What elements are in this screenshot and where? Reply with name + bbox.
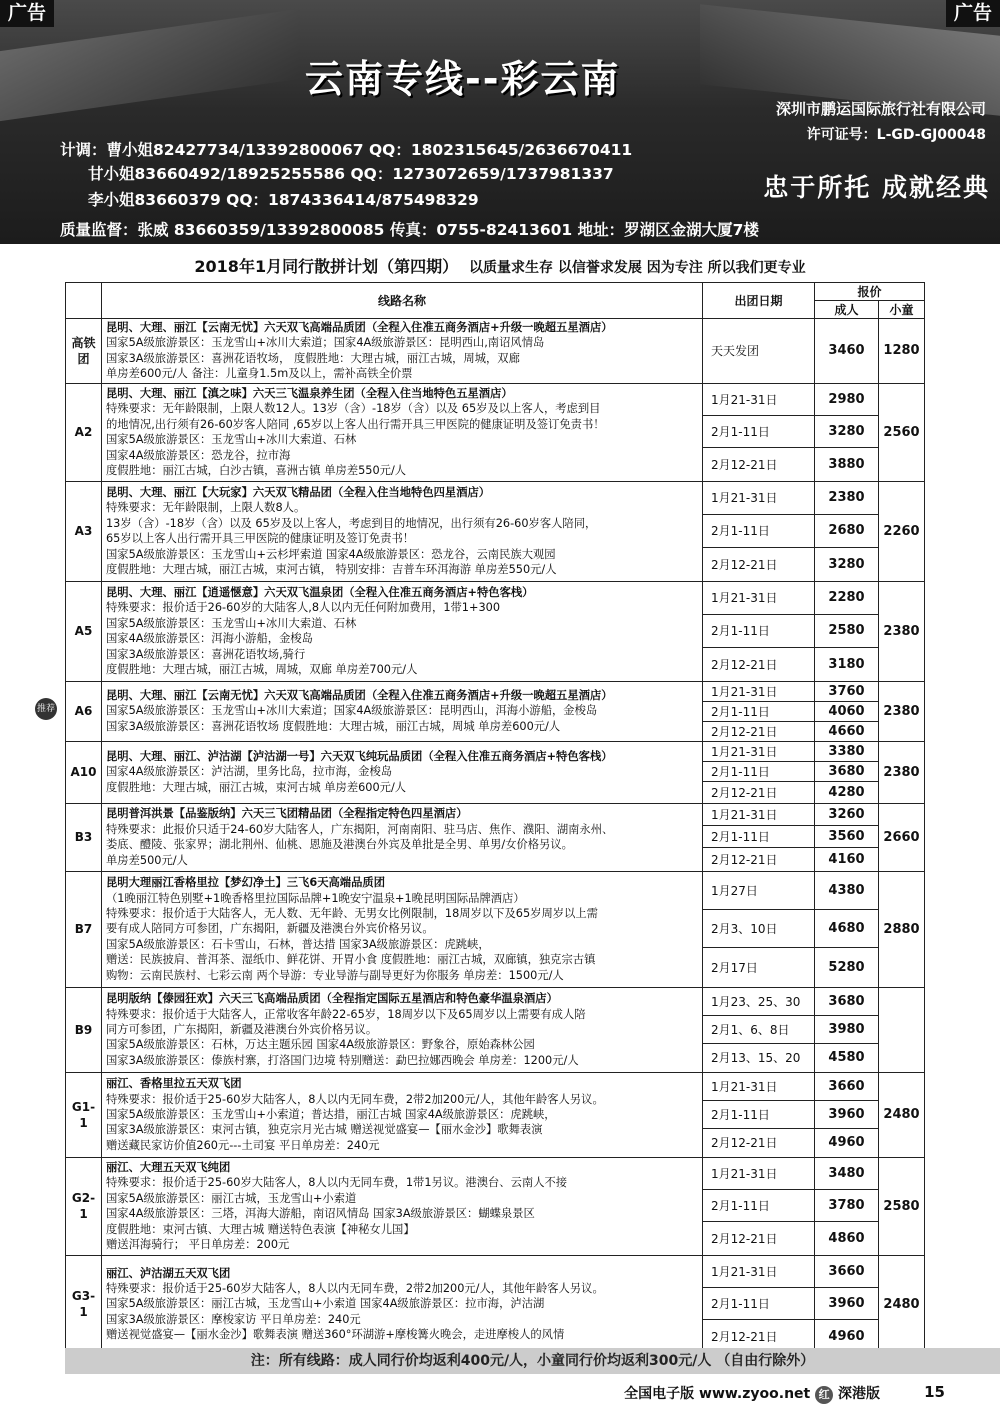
route-line: 特殊要求：报价适于大陆客人，正常收客年龄22-65岁，18周岁以下及65周岁以上需要有成人陪 xyxy=(106,1007,586,1021)
adult-price: 3960 xyxy=(815,1287,879,1319)
route-code: A5 xyxy=(66,581,102,681)
departure-date: 天天发团 xyxy=(703,319,815,384)
departure-date: 1月27日 xyxy=(703,871,815,909)
table-row xyxy=(66,481,925,514)
route-description xyxy=(102,383,703,481)
departure-date: 1月21-31日 xyxy=(703,1255,815,1287)
ad-label-left: 广告 xyxy=(0,0,54,27)
adult-price: 5280 xyxy=(815,947,879,987)
departure-date: 1月21-31日 xyxy=(703,741,815,761)
table-row xyxy=(66,383,925,415)
route-description xyxy=(102,581,703,681)
header-adult: 成人 xyxy=(815,301,879,319)
adult-price: 4960 xyxy=(815,1319,879,1353)
route-line: 特殊要求：报价适于25-60岁大陆客人，8人以内无同车费，2带2加200元/人，其他年龄客人另议。 xyxy=(106,1092,604,1106)
route-description xyxy=(102,987,703,1072)
route-title: 昆明大理丽江香格里拉【梦幻净土】三飞6天高端品质团 xyxy=(106,876,385,890)
route-line: 国家5A级旅游景区：玉龙雪山+冰川大索道、石林 xyxy=(106,433,357,447)
adult-price: 4160 xyxy=(815,847,879,871)
header-blank xyxy=(66,283,102,319)
route-line: 特殊要求：报价适于26-60岁的大陆客人,8人以内无任何附加费用，1带1+300 xyxy=(106,601,501,615)
departure-date: 2月1-11日 xyxy=(703,1189,815,1221)
departure-date: 1月21-31日 xyxy=(703,803,815,825)
footer-badge: 红 xyxy=(815,1386,833,1404)
route-line: 赠送洱海骑行； 平日单房差：200元 xyxy=(106,1237,290,1251)
route-line: 赠送：民族披肩、普洱茶、湿纸巾、鲜花饼、开胃小食 度假胜地：丽江古城，双廊镇，独克宗古镇 xyxy=(106,953,596,967)
route-line: 特殊要求：无年龄限制，上限人数12人。13岁（含）-18岁（含）以及 65岁及以上客人，考虑到目 xyxy=(106,402,601,416)
contact-line-4: 质量监督：张威 83660359/13392800085 传真：0755-82413601 地址：罗湖区金湖大厦7楼 xyxy=(60,221,759,239)
route-title: 昆明、大理、丽江【云南无忧】六天双飞高端品质团（全程入住准五商务酒店+升级一晚超五星酒店） xyxy=(106,689,613,703)
child-price: 2480 xyxy=(879,1072,925,1157)
adult-price: 3380 xyxy=(815,741,879,761)
route-code: B7 xyxy=(66,871,102,987)
route-code: 高铁团 xyxy=(66,319,102,384)
route-line: 特殊要求：无年龄限制，上限人数8人。 xyxy=(106,501,306,515)
route-line: （1晚丽江特色别墅+1晚香格里拉国际品牌+1晚安宁温泉+1晚昆明国际品牌酒店） xyxy=(106,891,525,905)
table-row xyxy=(66,871,925,909)
adult-price: 3680 xyxy=(815,987,879,1015)
departure-date: 2月1-11日 xyxy=(703,701,815,721)
departure-date: 2月12-21日 xyxy=(703,781,815,803)
route-line: 国家4A级旅游景区：泸沽湖，里务比岛，拉市海，金梭岛 xyxy=(106,765,393,779)
table-row xyxy=(66,581,925,614)
child-price: 2480 xyxy=(879,1255,925,1353)
departure-date: 1月21-31日 xyxy=(703,681,815,701)
departure-date: 1月23、25、30 xyxy=(703,987,815,1015)
table-row xyxy=(66,1255,925,1287)
schedule-table xyxy=(65,282,925,1354)
route-line: 特殊要求：报价适于25-60岁大陆客人，8人以内无同车费，1带1另议。港澳台、云南人不接 xyxy=(106,1176,568,1190)
adult-price: 4280 xyxy=(815,781,879,803)
adult-price: 2580 xyxy=(815,614,879,647)
footnote: 注：所有线路：成人同行价均返利400元/人，小童同行价均返利300元/人 （自由行除外） xyxy=(65,1348,1000,1374)
departure-date: 2月12-21日 xyxy=(703,1221,815,1255)
adult-price: 4680 xyxy=(815,909,879,947)
route-line: 特殊要求：报价适于25-60岁大陆客人，8人以内无同车费，2带2加200元/人，其他年龄客人另议。 xyxy=(106,1282,604,1296)
child-price: 2660 xyxy=(879,803,925,871)
route-title: 昆明、大理、丽江【大玩家】六天双飞精品团（全程入住当地特色四星酒店） xyxy=(106,485,491,499)
route-title: 昆明、大理、丽江【云南无忧】六天双飞高端品质团（全程入住准五商务酒店+升级一晚超五星酒店） xyxy=(106,321,613,334)
route-line: 国家5A级旅游景区：玉龙雪山+小索道；普达措，丽江古城 国家4A级旅游景区：虎跳峡， xyxy=(106,1107,556,1121)
route-description xyxy=(102,681,703,741)
adult-price: 3780 xyxy=(815,1189,879,1221)
route-description xyxy=(102,1157,703,1255)
route-title: 昆明普洱洪景【品鉴版纳】六天三飞团精品团（全程指定特色四星酒店） xyxy=(106,807,468,821)
route-line: 同方可参团，广东揭阳，新疆及港澳台外宾价格另议。 xyxy=(106,1022,378,1036)
route-line: 国家5A级旅游景区：石林，万达主题乐园 国家4A级旅游景区：野象谷，原始森林公园 xyxy=(106,1038,535,1052)
departure-date: 2月12-21日 xyxy=(703,721,815,741)
route-line: 要有成人陪同方可参团，广东揭阳，新疆及港澳台外宾价格另议。 xyxy=(106,922,434,936)
departure-date: 2月12-21日 xyxy=(703,547,815,581)
table-row xyxy=(66,1072,925,1100)
adult-price: 3560 xyxy=(815,825,879,847)
route-line: 国家4A级旅游景区：洱海小游船，金梭岛 xyxy=(106,632,313,646)
route-line: 65岁以上客人出行需开具三甲医院的健康证明及签订免责书！ xyxy=(106,532,415,546)
adult-price: 4380 xyxy=(815,871,879,909)
adult-price: 3660 xyxy=(815,1255,879,1287)
child-price: 2260 xyxy=(879,481,925,581)
adult-price: 2680 xyxy=(815,514,879,547)
adult-price: 3180 xyxy=(815,647,879,681)
route-line: 特殊要求：报价适于大陆客人，无人数、无年龄、无男女比例限制，18周岁以下及65岁周岁以上需 xyxy=(106,907,598,921)
child-price xyxy=(879,987,925,1072)
footer-info xyxy=(624,1383,880,1404)
route-description xyxy=(102,803,703,871)
page-title: 云南专线--彩云南 xyxy=(305,57,621,101)
route-line: 的地情况,出行须有26-60岁客人陪同 ,65岁以上客人出行需开具三甲医院的健康证明及签订免责书！ xyxy=(106,417,605,431)
departure-date: 2月1-11日 xyxy=(703,514,815,547)
table-row xyxy=(66,681,925,701)
route-title: 丽江、香格里拉五天双飞团 xyxy=(106,1077,242,1091)
child-price: 2880 xyxy=(879,871,925,987)
page-number: 15 xyxy=(924,1383,945,1401)
departure-date: 2月1-11日 xyxy=(703,1100,815,1128)
route-code: A2 xyxy=(66,383,102,481)
route-line: 国家4A级旅游景区：三塔，洱海大游船，南诏风情岛 国家3A级旅游景区：蝴蝶泉景区 xyxy=(106,1207,535,1221)
adult-price: 4660 xyxy=(815,721,879,741)
departure-date: 1月21-31日 xyxy=(703,581,815,614)
header-date: 出团日期 xyxy=(703,283,815,319)
route-line: 赠送藏民家访价值260元---土司宴 平日单房差：240元 xyxy=(106,1138,380,1152)
route-line: 国家5A级旅游景区：石卡雪山，石林，普达措 国家3A级旅游景区：虎跳峡， xyxy=(106,937,490,951)
adult-price: 3760 xyxy=(815,681,879,701)
route-line: 国家3A级旅游景区：喜洲花语牧场 度假胜地：大理古城，丽江古城，周城 单房差600元/人 xyxy=(106,719,561,733)
departure-date: 1月21-31日 xyxy=(703,481,815,514)
table-row xyxy=(66,319,925,384)
table-row xyxy=(66,987,925,1015)
adult-price: 3980 xyxy=(815,1015,879,1043)
route-code: B3 xyxy=(66,803,102,871)
table-row xyxy=(66,741,925,761)
license-number: 许可证号：L-GD-GJ00048 xyxy=(806,127,986,143)
adult-price: 3460 xyxy=(815,319,879,384)
route-code: G2-1 xyxy=(66,1157,102,1255)
route-code: G1-1 xyxy=(66,1072,102,1157)
departure-date: 2月1-11日 xyxy=(703,761,815,781)
table-row xyxy=(66,1157,925,1189)
route-line: 国家3A级旅游景区：傣族村寨，打洛国门边境 特别赠送：勐巴拉娜西晚会 单房差：1200元/人 xyxy=(106,1053,579,1067)
child-price: 2560 xyxy=(879,383,925,481)
route-line: 国家5A级旅游景区：玉龙雪山+云杉坪索道 国家4A级旅游景区：恐龙谷，云南民族大观园 xyxy=(106,547,556,561)
route-description xyxy=(102,1072,703,1157)
route-description xyxy=(102,481,703,581)
adult-price: 4860 xyxy=(815,1221,879,1255)
contact-line-2: 甘小姐83660492/18925255586 QQ：1273072659/1737981337 xyxy=(88,165,614,183)
route-description xyxy=(102,741,703,803)
subtitle-title: 2018年1月同行散拼计划（第四期） xyxy=(194,257,459,276)
recommend-badge: 推荐 xyxy=(35,698,57,720)
ad-label-right: 广告 xyxy=(946,0,1000,27)
route-line: 国家5A级旅游景区：丽江古城，玉龙雪山+小索道 国家4A级旅游景区：拉市海，泸沽湖 xyxy=(106,1297,545,1311)
route-code: A6 xyxy=(66,681,102,741)
route-line: 国家3A级旅游景区：喜洲花语牧场,骑行 xyxy=(106,647,306,661)
route-line: 度假胜地：大理古城，丽江古城，束河古镇， 特别安排：吉普车环洱海游 单房差550元/人 xyxy=(106,562,557,576)
departure-date: 2月13、15、20 xyxy=(703,1043,815,1072)
route-line: 特殊要求：此报价只适于24-60岁大陆客人，广东揭阳，河南南阳、驻马店、焦作、濮阳、湖南永州、 xyxy=(106,822,614,836)
departure-date: 2月1-11日 xyxy=(703,415,815,447)
route-line: 娄底、醴陵、张家界；湖北荆州、仙桃、恩施及港澳台外宾及单批是全男、单男/女价格另议。 xyxy=(106,838,573,852)
route-line: 国家5A级旅游景区：玉龙雪山+冰川大索道；国家4A级旅游景区：昆明西山,南诏风情岛 xyxy=(106,336,545,350)
route-line: 国家4A级旅游景区：恐龙谷，拉市海 xyxy=(106,448,291,462)
route-description xyxy=(102,1255,703,1353)
adult-price: 3280 xyxy=(815,415,879,447)
route-line: 单房差600元/人 备注：儿童身1.5m及以上，需补高铁全价票 xyxy=(106,367,413,381)
departure-date: 2月12-21日 xyxy=(703,847,815,871)
departure-date: 2月12-21日 xyxy=(703,1319,815,1353)
adult-price: 3480 xyxy=(815,1157,879,1189)
route-line: 度假胜地：束河古镇、大理古城 赠送特色表演【神秘女儿国】 xyxy=(106,1222,415,1236)
departure-date: 1月21-31日 xyxy=(703,1072,815,1100)
departure-date: 2月12-21日 xyxy=(703,1128,815,1157)
subtitle xyxy=(0,254,1000,277)
child-price: 2380 xyxy=(879,741,925,803)
adult-price: 3260 xyxy=(815,803,879,825)
adult-price: 2980 xyxy=(815,383,879,415)
route-line: 购物：云南民族村、七彩云南 两个导游：专业导游与副导更好为你服务 单房差：1500元/人 xyxy=(106,968,564,982)
route-line: 国家3A级旅游景区：束河古镇，独克宗月光古城 赠送视觉盛宴—【丽水金沙】歌舞表演 xyxy=(106,1123,543,1137)
departure-date: 1月21-31日 xyxy=(703,383,815,415)
route-line: 国家3A级旅游景区：摩梭家访 平日单房差：240元 xyxy=(106,1312,361,1326)
subtitle-tagline: 以质量求生存 以信誉求发展 因为专注 所以我们更专业 xyxy=(468,260,806,276)
header-route: 线路名称 xyxy=(102,283,703,319)
adult-price: 3280 xyxy=(815,547,879,581)
route-line: 度假胜地：大理古城，丽江古城，束河古城 单房差600元/人 xyxy=(106,780,407,794)
departure-date: 2月3、10日 xyxy=(703,909,815,947)
departure-date: 2月1-11日 xyxy=(703,614,815,647)
departure-date: 2月1-11日 xyxy=(703,1287,815,1319)
route-code: G3-1 xyxy=(66,1255,102,1353)
company-name: 深圳市鹏运国际旅行社有限公司 xyxy=(775,100,986,118)
adult-price: 3660 xyxy=(815,1072,879,1100)
child-price: 2380 xyxy=(879,681,925,741)
route-line: 单房差500元/人 xyxy=(106,853,188,867)
footer-site: 全国电子版 www.zyoo.net xyxy=(624,1386,811,1402)
route-line: 国家5A级旅游景区：玉龙雪山+冰川大索道；国家4A级旅游景区：昆明西山，洱海小游船，金梭岛 xyxy=(106,704,598,718)
adult-price: 3880 xyxy=(815,447,879,481)
table-row xyxy=(66,803,925,825)
slogan: 忠于所托 成就经典 xyxy=(763,173,990,202)
route-line: 度假胜地：丽江古城，白沙古镇，喜洲古镇 单房差550元/人 xyxy=(106,463,407,477)
departure-date: 1月21-31日 xyxy=(703,1157,815,1189)
route-title: 昆明、大理、丽江【逍遥惬意】六天双飞温泉团（全程入住准五商务酒店+特色客栈） xyxy=(106,585,534,599)
route-code: A10 xyxy=(66,741,102,803)
footer-edition: 深港版 xyxy=(838,1386,880,1402)
route-title: 丽江、大理五天双飞纯团 xyxy=(106,1160,231,1174)
route-title: 昆明、大理、丽江【滇之味】六天三飞温泉养生团（全程入住当地特色五星酒店） xyxy=(106,386,513,400)
departure-date: 2月17日 xyxy=(703,947,815,987)
departure-date: 2月12-21日 xyxy=(703,447,815,481)
route-line: 度假胜地：大理古城，丽江古城，周城，双廊 单房差700元/人 xyxy=(106,662,418,676)
header-price: 报价 xyxy=(815,283,925,301)
departure-date: 2月1-11日 xyxy=(703,825,815,847)
child-price: 2580 xyxy=(879,1157,925,1255)
route-code: A3 xyxy=(66,481,102,581)
contact-line-3: 李小姐83660379 QQ：1874336414/875498329 xyxy=(88,191,479,209)
route-line: 赠送视觉盛宴—【丽水金沙】歌舞表演 赠送360°环湖游+摩梭篝火晚会，走进摩梭人的风情 xyxy=(106,1328,565,1342)
route-title: 丽江、泸沽湖五天双飞团 xyxy=(106,1266,231,1280)
route-description xyxy=(102,871,703,987)
route-description xyxy=(102,319,703,384)
route-code: B9 xyxy=(66,987,102,1072)
adult-price: 3680 xyxy=(815,761,879,781)
child-price: 1280 xyxy=(879,319,925,384)
route-line: 13岁（含）-18岁（含）以及 65岁及以上客人，考虑到目的地情况，出行须有26-60岁客人陪同， xyxy=(106,516,597,530)
adult-price: 4060 xyxy=(815,701,879,721)
header-banner xyxy=(0,0,1000,244)
departure-date: 2月1、6、8日 xyxy=(703,1015,815,1043)
route-line: 国家5A级旅游景区：丽江古城，玉龙雪山+小索道 xyxy=(106,1191,357,1205)
adult-price: 2380 xyxy=(815,481,879,514)
contact-line-1: 计调：曹小姐82427734/13392800067 QQ：1802315645/2636670411 xyxy=(60,141,633,159)
adult-price: 2280 xyxy=(815,581,879,614)
route-line: 国家3A级旅游景区：喜洲花语牧场， 度假胜地：大理古城，丽江古城，周城，双廊 xyxy=(106,351,520,365)
child-price: 2380 xyxy=(879,581,925,681)
departure-date: 2月12-21日 xyxy=(703,647,815,681)
adult-price: 4960 xyxy=(815,1128,879,1157)
adult-price: 4580 xyxy=(815,1043,879,1072)
route-line: 国家5A级旅游景区：玉龙雪山+冰川大索道、石林 xyxy=(106,616,357,630)
adult-price: 3960 xyxy=(815,1100,879,1128)
route-title: 昆明、大理、丽江、泸沽湖【泸沽湖一号】六天双飞纯玩品质团（全程入住准五商务酒店+特色客栈） xyxy=(106,750,613,764)
header-child: 小童 xyxy=(879,301,925,319)
route-title: 昆明版纳【傣园狂欢】六天三飞高端品质团（全程指定国际五星酒店和特色豪华温泉酒店） xyxy=(106,992,558,1006)
